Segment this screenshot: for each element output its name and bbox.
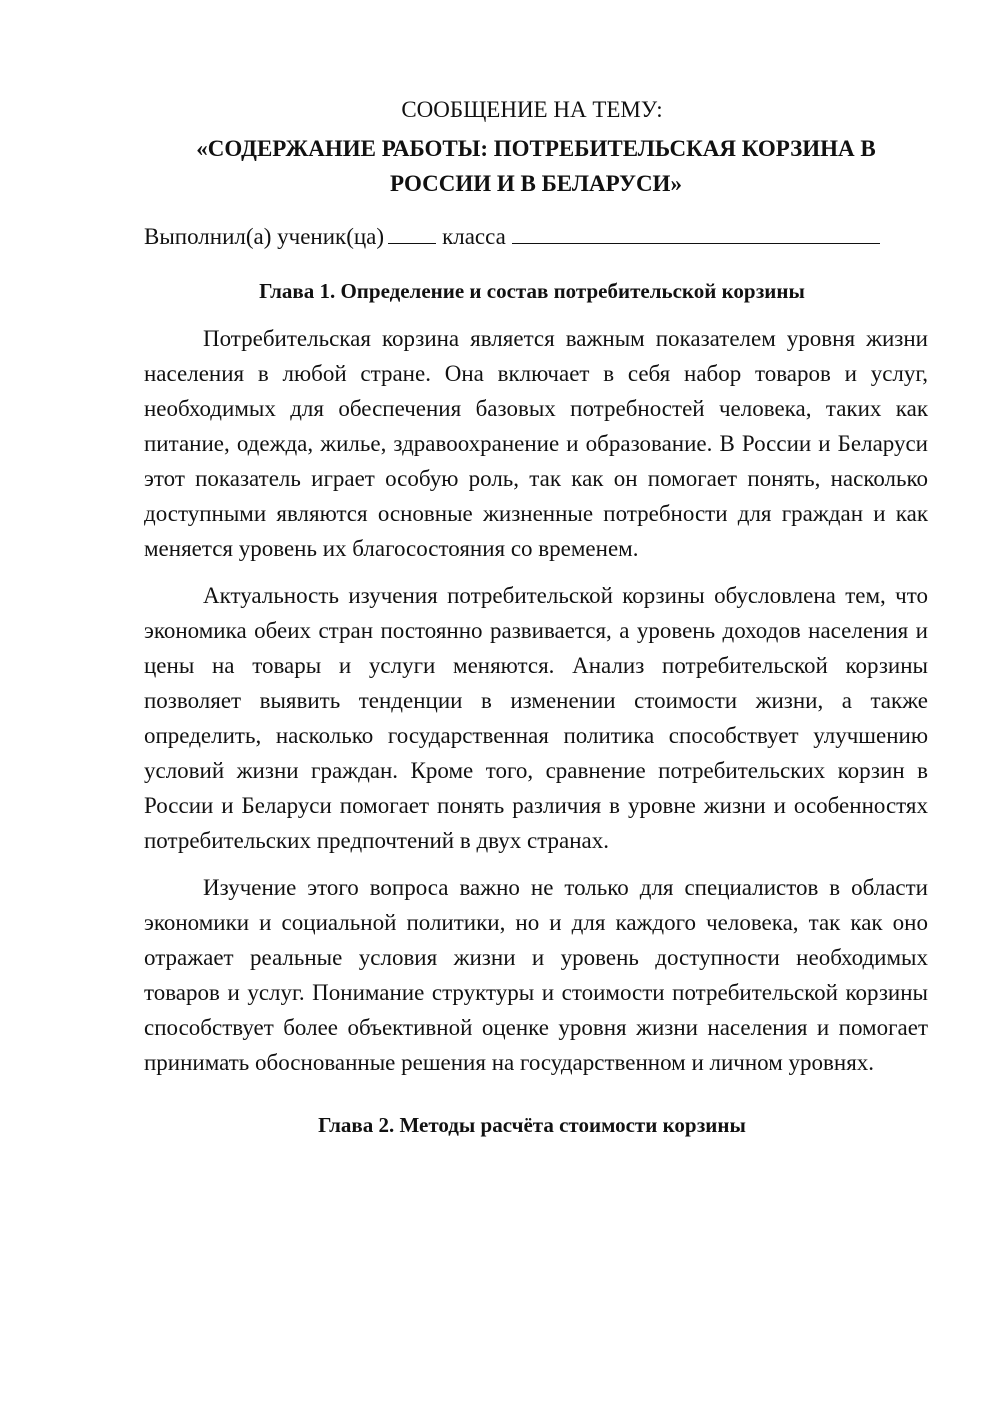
student-line — [144, 219, 928, 254]
chapter-1-paragraph-2: Актуальность изучения потребительской корзины обусловлена тем, что экономика обеих стран постоянно развивается, а уровень доходов населения и цены на товары и услуги меняются. Анализ потребительской корзины позволяет выявить тенденции в изменении стоимости жизни, а также определить, насколько государственная политика способствует улучшению условий жизни граждан. Кроме того, сравнение потребительских корзин в России и Беларуси помогает понять различия в уровне жизни и особенностях потребительских предпочтений в двух странах. — [144, 583, 928, 853]
document-header: СООБЩЕНИЕ НА ТЕМУ: — [401, 97, 663, 122]
document-title: «СОДЕРЖАНИЕ РАБОТЫ: ПОТРЕБИТЕЛЬСКАЯ КОРЗИНА В РОССИИ И В БЕЛАРУСИ» — [196, 136, 876, 196]
student-label: Выполнил(а) ученик(ца) — [144, 224, 385, 249]
chapter-1-paragraph-1: Потребительская корзина является важным показателем уровня жизни населения в любой стране. Она включает в себя набор товаров и услуг, необходимых для обеспечения базовых потребностей человека, таких как питание, одежда, жилье, здравоохранение и образование. В России и Беларуси этот показатель играет особую роль, так как он помогает понять, насколько доступными являются основные жизненные потребности для граждан и как меняется уровень их благосостояния со временем. — [144, 326, 928, 561]
chapter-1-heading: Глава 1. Определение и состав потребительской корзины — [259, 279, 805, 303]
chapter-2-heading: Глава 2. Методы расчёта стоимости корзины — [318, 1113, 746, 1137]
class-label: класса — [442, 224, 506, 249]
chapter-1-paragraph-3: Изучение этого вопроса важно не только для специалистов в области экономики и социальной политики, но и для каждого человека, так как оно отражает реальные условия жизни и уровень доступности необходимых товаров и услуг. Понимание структуры и стоимости потребительской корзины способствует более объективной оценке уровня жизни населения и помогает принимать обоснованные решения на государственном и личном уровнях. — [144, 875, 928, 1075]
grade-blank — [388, 223, 436, 244]
name-blank — [512, 223, 880, 244]
